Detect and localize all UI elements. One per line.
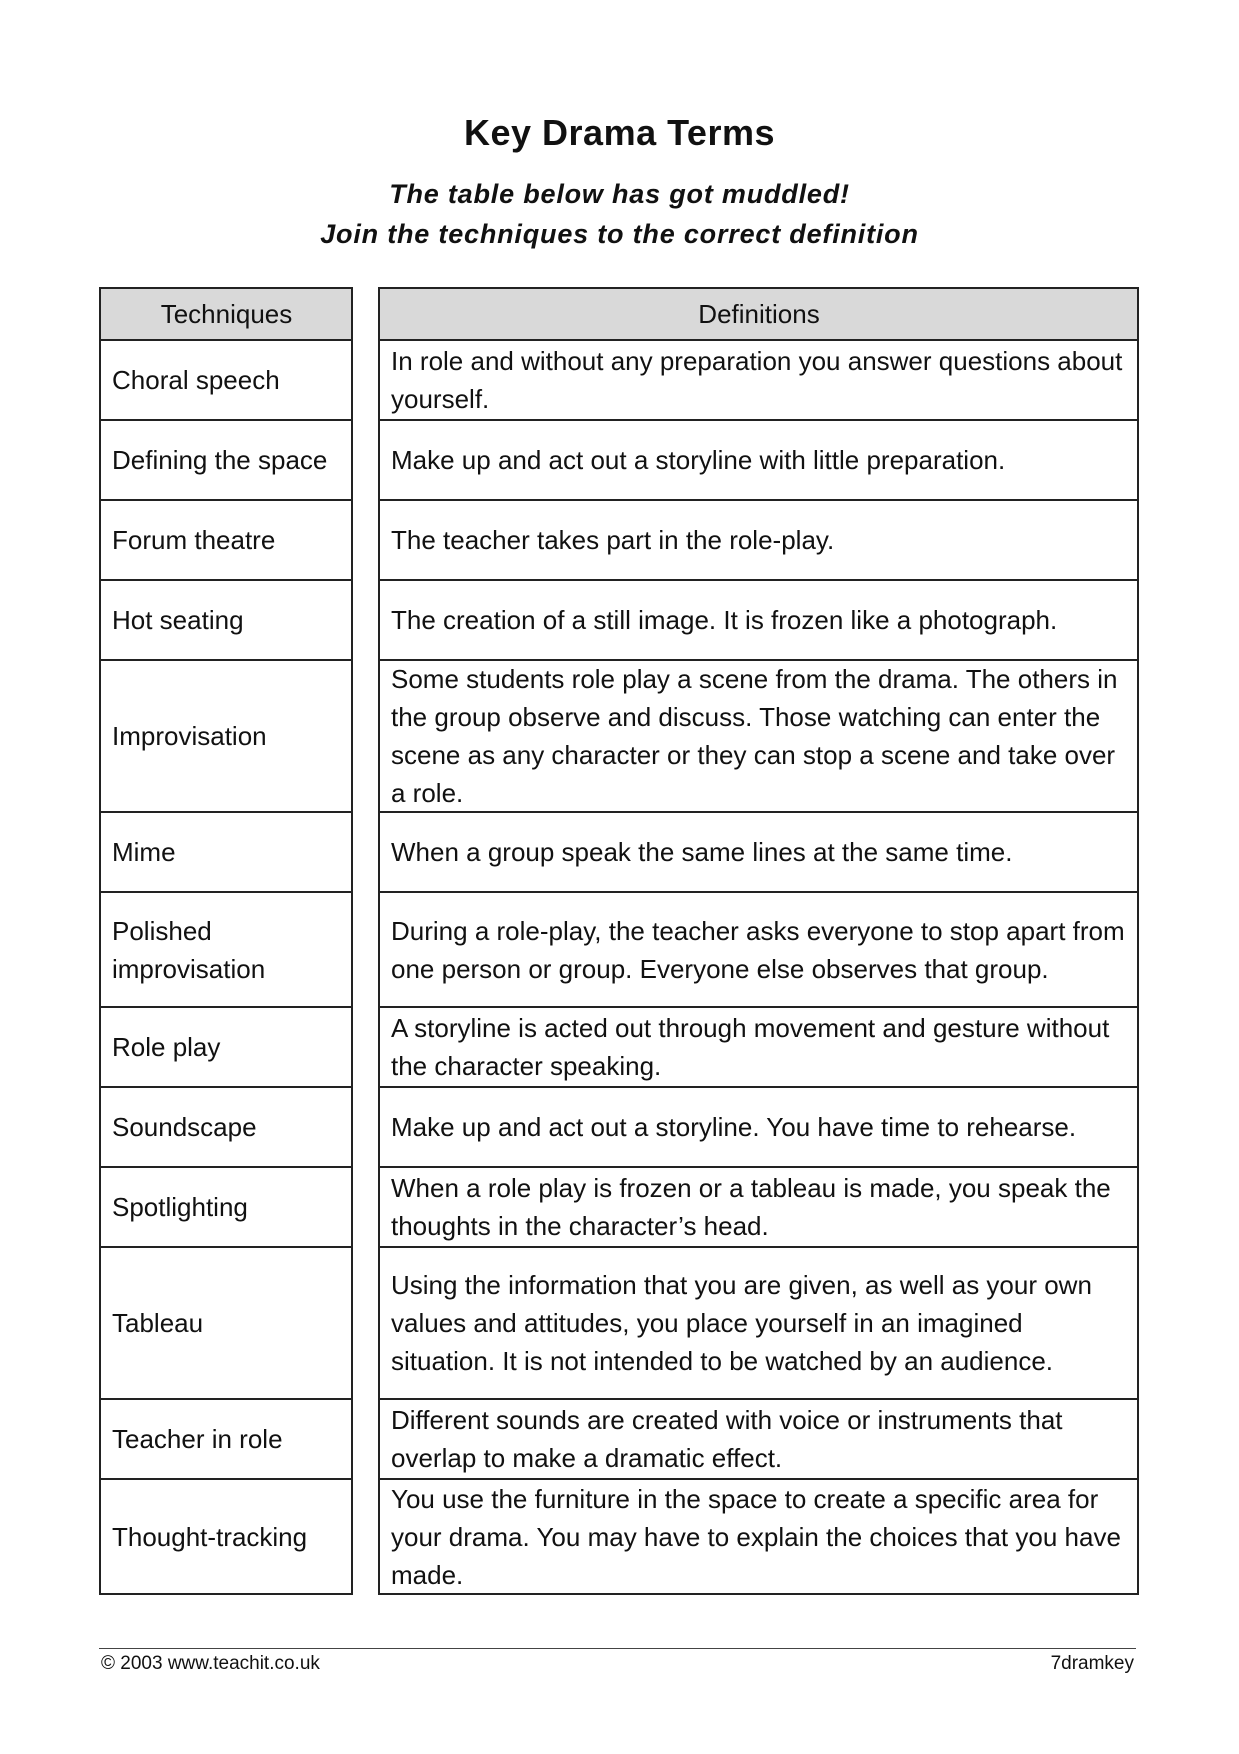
definition-cell: Make up and act out a storyline with little preparation.: [380, 421, 1137, 501]
definition-cell: A storyline is acted out through movement and gesture without the character speaking.: [380, 1008, 1137, 1088]
definition-cell: The teacher takes part in the role-play.: [380, 501, 1137, 581]
technique-cell: Spotlighting: [101, 1168, 351, 1248]
footer-code: 7dramkey: [1050, 1653, 1134, 1674]
footer-divider: [99, 1648, 1136, 1649]
definition-cell: During a role-play, the teacher asks everyone to stop apart from one person or group. Everyone else observes that group.: [380, 893, 1137, 1008]
definition-cell: In role and without any preparation you answer questions about yourself.: [380, 341, 1137, 421]
technique-cell: Polished improvisation: [101, 893, 351, 1008]
technique-cell: Soundscape: [101, 1088, 351, 1168]
technique-cell: Forum theatre: [101, 501, 351, 581]
instructions-line-2: Join the techniques to the correct definition: [320, 219, 919, 249]
definition-cell: When a group speak the same lines at the same time.: [380, 813, 1137, 893]
technique-cell: Role play: [101, 1008, 351, 1088]
definition-cell: Make up and act out a storyline. You have time to rehearse.: [380, 1088, 1137, 1168]
instructions-line-1: The table below has got muddled!: [389, 179, 850, 209]
page-title: Key Drama Terms: [464, 112, 775, 153]
footer-copyright: © 2003 www.teachit.co.uk: [101, 1653, 320, 1674]
technique-cell: Hot seating: [101, 581, 351, 661]
technique-cell: Improvisation: [101, 661, 351, 813]
technique-cell: Defining the space: [101, 421, 351, 501]
definition-cell: Some students role play a scene from the drama. The others in the group observe and discuss. Those watching can enter the scene as any character or they can stop a scene and take over a role.: [380, 661, 1137, 813]
technique-cell: Tableau: [101, 1248, 351, 1400]
definitions-header: Definitions: [380, 289, 1137, 341]
definitions-column: [378, 287, 1139, 1595]
definition-cell: When a role play is frozen or a tableau is made, you speak the thoughts in the character’s head.: [380, 1168, 1137, 1248]
definition-cell: Using the information that you are given, as well as your own values and attitudes, you place yourself in an imagined situation. It is not intended to be watched by an audience.: [380, 1248, 1137, 1400]
definition-cell: The creation of a still image. It is frozen like a photograph.: [380, 581, 1137, 661]
technique-cell: Teacher in role: [101, 1400, 351, 1480]
technique-cell: Mime: [101, 813, 351, 893]
techniques-header: Techniques: [101, 289, 351, 341]
definition-cell: You use the furniture in the space to create a specific area for your drama. You may have to explain the choices that you have made.: [380, 1480, 1137, 1595]
technique-cell: Choral speech: [101, 341, 351, 421]
definition-cell: Different sounds are created with voice or instruments that overlap to make a dramatic effect.: [380, 1400, 1137, 1480]
techniques-column: [99, 287, 353, 1595]
technique-cell: Thought-tracking: [101, 1480, 351, 1595]
